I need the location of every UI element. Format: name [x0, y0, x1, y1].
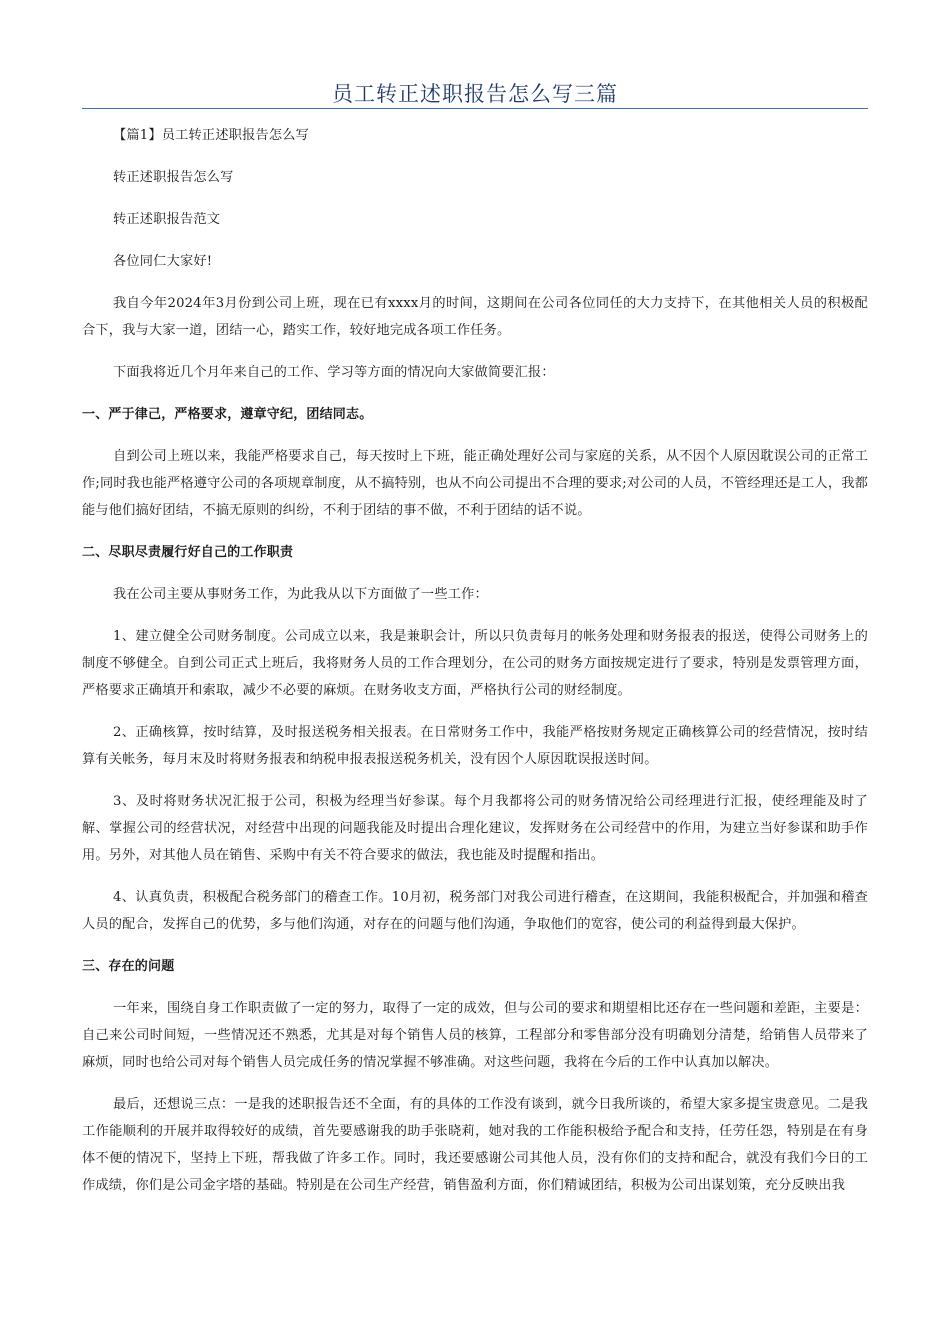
paragraph: 我自今年2024年3月份到公司上班，现在已有xxxx月的时间，这期间在公司各位同任的大力支持下，在其他相关人员的积极配合下，我与大家一道，团结一心，踏实工作，较好地完成各项工作任务。: [82, 296, 868, 338]
document-page: [82, 0, 868, 1344]
section-heading: 一、严于律己，严格要求，遵章守纪，团结同志。: [82, 407, 373, 422]
section-heading: 三、存在的问题: [82, 959, 175, 974]
paragraph: 我在公司主要从事财务工作，为此我从以下方面做了一些工作：: [113, 587, 488, 602]
title-underline: [82, 108, 868, 109]
document-body: [82, 122, 868, 1214]
paragraph: 3、及时将财务状况汇报于公司，积极为经理当好参谋。每个月我都将公司的财务情况给公司经理进行汇报，使经理能及时了解、掌握公司的经营状况，对经营中出现的问题我能及时提出合理化建议，发挥财务在公司经营中的作用，为建立当好参谋和助手作用。另外，对其他人员在销售、采购中有关不符合要求的做法，我也能及时提醒和指出。: [82, 794, 868, 863]
paragraph: 自到公司上班以来，我能严格要求自己，每天按时上下班，能正确处理好公司与家庭的关系，从不因个人原因耽误公司的正常工作;同时我也能严格遵守公司的各项规章制度，从不搞特别，也从不向公司提出不合理的要求;对公司的人员，不管经理还是工人，我都能与他们搞好团结，不搞无原则的纠纷，不利于团结的事不做，不利于团结的话不说。: [82, 449, 868, 518]
paragraph: 2、正确核算，按时结算，及时报送税务相关报表。在日常财务工作中，我能严格按财务规定正确核算公司的经营情况，按时结算有关帐务，每月末及时将财务报表和纳税申报表报送税务机关，没有因个人原因耽误报送时间。: [82, 725, 868, 767]
paragraph: 一年来，围绕自身工作职责做了一定的努力，取得了一定的成效，但与公司的要求和期望相比还存在一些问题和差距，主要是：自己来公司时间短，一些情况还不熟悉，尤其是对每个销售人员的核算，工程部分和零售部分没有明确划分清楚，给销售人员带来了麻烦，同时也给公司对每个销售人员完成任务的情况掌握不够准确。对这些问题，我将在今后的工作中认真加以解决。: [82, 1001, 868, 1070]
paragraph: 4、认真负责，积极配合税务部门的稽查工作。10月初，税务部门对我公司进行稽查，在这期间，我能积极配合，并加强和稽查人员的配合，发挥自己的优势，多与他们沟通，对存在的问题与他们沟通，争取他们的宽容，使公司的利益得到最大保护。: [82, 890, 868, 932]
document-title: 员工转正述职报告怎么写三篇: [332, 82, 618, 106]
paragraph: 【篇1】员工转正述职报告怎么写: [113, 128, 310, 143]
paragraph: 各位同仁大家好!: [113, 254, 213, 269]
paragraph: 转正述职报告怎么写: [113, 170, 234, 185]
paragraph: 下面我将近几个月年来自己的工作、学习等方面的情况向大家做简要汇报：: [113, 365, 555, 380]
paragraph: 最后，还想说三点：一是我的述职报告还不全面，有的具体的工作没有谈到，就今日我所谈的，希望大家多提宝贵意见。二是我工作能顺利的开展并取得较好的成绩，首先要感谢我的助手张晓莉，她对我的工作能积极给予配合和支持，任劳任怨，特别是在有身体不便的情况下，坚持上下班，帮我做了许多工作。同时，我还要感谢公司其他人员，没有你们的支持和配合，就没有我们今日的工作成绩，你们是公司金字塔的基础。特别是在公司生产经营，销售盈利方面，你们精诚团结，积极为公司出谋划策，充分反映出我: [82, 1097, 868, 1193]
section-heading: 二、尽职尽责履行好自己的工作职责: [82, 545, 294, 560]
paragraph: 转正述职报告范文: [113, 212, 221, 227]
paragraph: 1、建立健全公司财务制度。公司成立以来，我是兼职会计，所以只负责每月的帐务处理和财务报表的报送，使得公司财务上的制度不够健全。自到公司正式上班后，我将财务人员的工作合理划分，在公司的财务方面按规定进行了要求，特别是发票管理方面，严格要求正确填开和索取，减少不必要的麻烦。在财务收支方面，严格执行公司的财经制度。: [82, 629, 868, 698]
